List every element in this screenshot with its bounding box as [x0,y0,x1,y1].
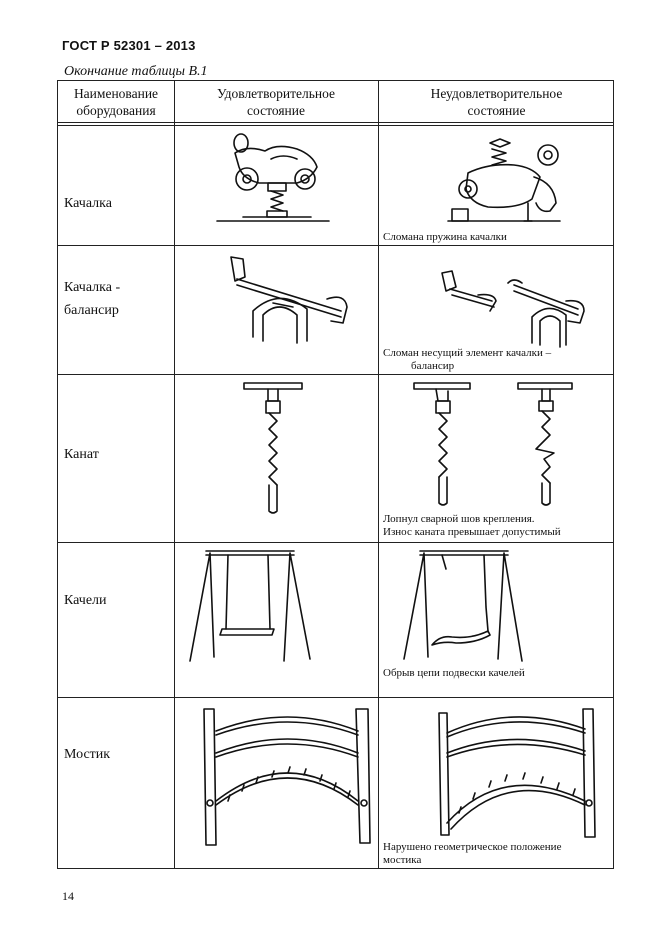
header-divider [58,125,613,126]
inspection-table [57,80,614,869]
row-divider [58,245,613,246]
defect-line: Сломана пружина качалки [383,231,507,243]
row-name-line: балансир [64,303,119,318]
header-name-line: оборудования [76,103,156,118]
defect-swing [383,667,525,680]
row-divider [58,542,613,543]
row-name-seesaw [64,276,120,322]
row-name-rocker: Качалка [64,196,112,211]
page-number: 14 [62,889,74,903]
header-name [58,85,174,119]
header-bad-line: Неудовлетворительное [430,86,563,101]
defect-line: Износ каната превышает допустимый [383,526,561,538]
bridge-good-image [198,705,378,847]
rope-bad-image [408,379,578,509]
defect-bridge [383,841,561,867]
standard-number: ГОСТ Р 52301 – 2013 [62,38,196,53]
row-name-line: Качалка - [64,280,121,295]
column-divider [174,81,175,868]
swing-bad-image [392,547,532,665]
defect-rocker [383,231,507,244]
row-name-bridge: Мостик [64,747,111,762]
defect-line: мостика [383,854,422,866]
defect-line: Сломан несущий элемент качалки – [383,347,552,359]
seesaw-good-image [223,251,353,347]
header-bad-line: состояние [467,103,526,118]
header-good-line: Удовлетворительное [216,86,336,101]
bridge-bad-image [433,705,613,845]
seesaw-bad-image [438,261,588,353]
defect-line: Обрыв цепи подвески качелей [383,667,525,679]
table-caption: Окончание таблицы В.1 [64,64,208,79]
row-divider [58,697,613,698]
swing-good-image [184,547,314,665]
rope-good-image [238,379,308,519]
header-name-line: Наименование [73,86,159,101]
row-name-swing: Качели [64,593,107,608]
header-bad [378,85,615,119]
header-good-line: состояние [247,103,305,118]
defect-line: Лопнул сварной шов крепления. [383,513,535,525]
column-divider [378,81,379,868]
header-divider [58,122,613,123]
row-divider [58,374,613,375]
rocker-bad-image [428,133,568,229]
header-good [174,85,378,119]
defect-line: балансир [411,360,455,372]
row-name-rope: Канат [64,447,99,462]
defect-line: Нарушено геометрическое положение [383,841,562,853]
defect-rope [383,513,561,539]
rocker-good-image [213,131,333,231]
defect-seesaw [383,347,551,373]
